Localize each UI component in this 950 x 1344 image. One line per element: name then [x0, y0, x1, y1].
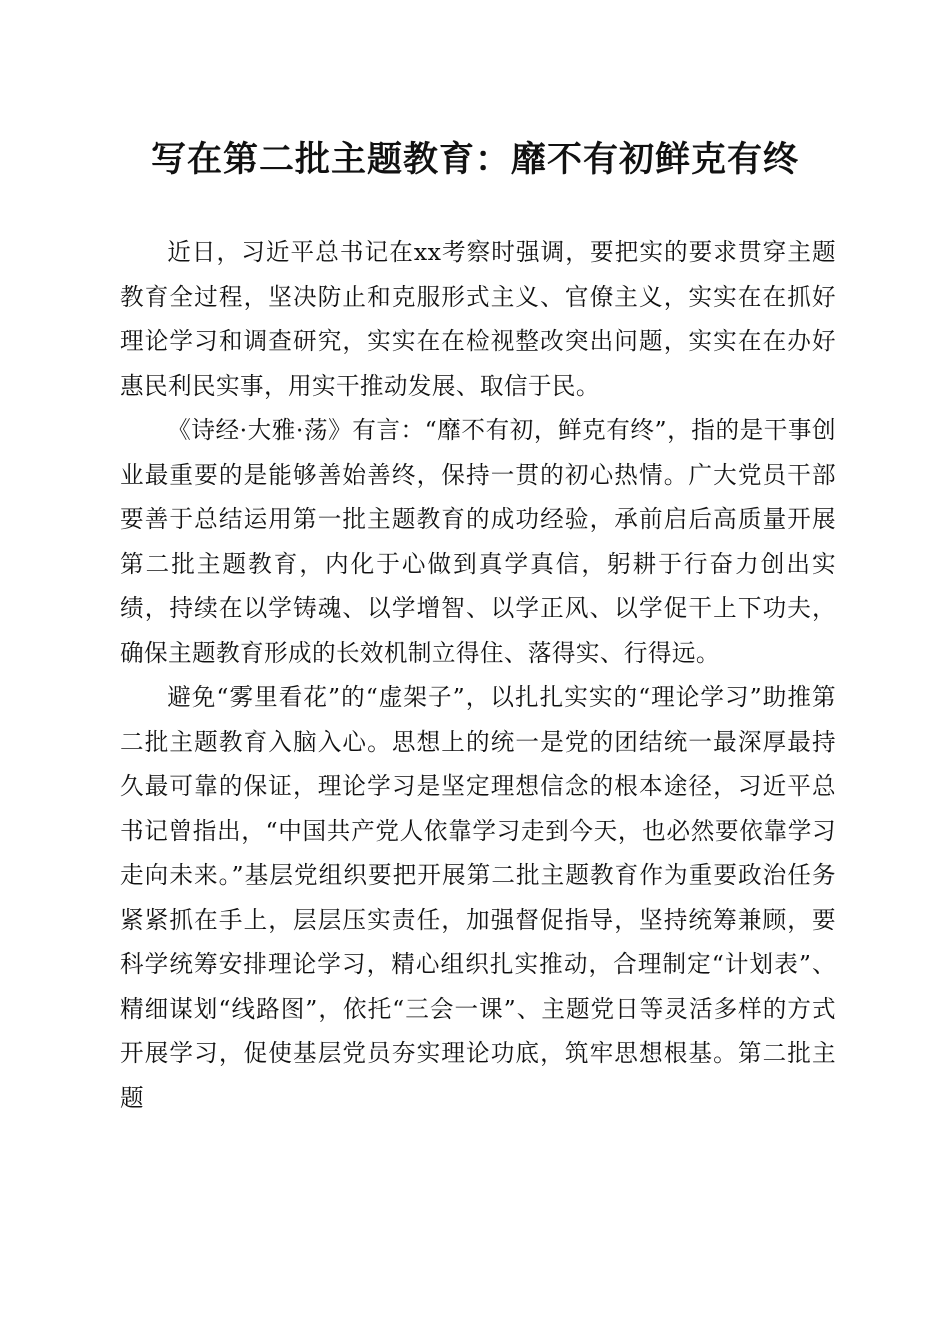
document-title: 写在第二批主题教育：靡不有初鲜克有终: [150, 139, 799, 180]
paragraph-3: 避免“雾里看花”的“虚架子”，以扎扎实实的“理论学习”助推第二批主题教育入脑入心。思想上的统一是党的团结统一最深厚最持久最可靠的保证，理论学习是坚定理想信念的根本途径，习近平总书记曾指出，“中国共产党人依靠学习走到今天，也必然要依靠学习走向未来。”基层党组织要把开展第二批主题教育作为重要政治任务紧紧抓在手上，层层压实责任，加强督促指导，坚持统筹兼顾，要科学统筹安排理论学习，精心组织扎实推动，合理制定“计划表”、精细谋划“线路图”，依托“三会一课”、主题党日等灵活多样的方式开展学习，促使基层党员夯实理论功底，筑牢思想根基。第二批主题: [120, 683, 836, 1112]
paragraph-1: 近日，习近平总书记在xx考察时强调，要把实的要求贯穿主题教育全过程，坚决防止和克服形式主义、官僚主义，实实在在抓好理论学习和调查研究，实实在在检视整改突出问题，实实在在办好惠民利民实事，用实干推动发展、取信于民。: [120, 238, 836, 400]
paragraph-2: 《诗经·大雅·荡》有言：“靡不有初，鲜克有终”，指的是干事创业最重要的是能够善始善终，保持一贯的初心热情。广大党员干部要善于总结运用第一批主题教育的成功经验，承前启后高质量开展第二批主题教育，内化于心做到真学真信，躬耕于行奋力创出实绩，持续在以学铸魂、以学增智、以学正风、以学促干上下功夫，确保主题教育形成的长效机制立得住、落得实、行得远。: [120, 416, 836, 667]
document-body: [120, 230, 836, 1120]
